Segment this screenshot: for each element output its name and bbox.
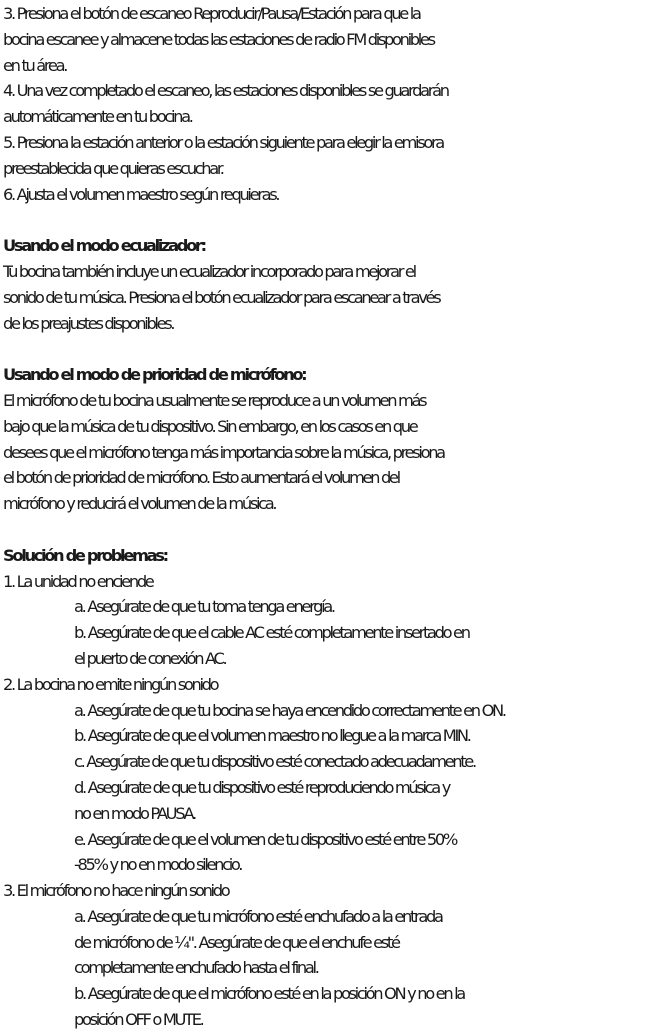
text-line: preestablecida que quieras escuchar. <box>3 158 223 178</box>
problem-1 <box>3 569 649 672</box>
equalizer-section <box>3 233 649 336</box>
solution-line: a. Asegúrate de que tu micrófono esté enchufado a la entrada <box>74 906 442 926</box>
text-line: 5. Presiona la estación anterior o la estación siguiente para elegir la emisora <box>3 132 443 152</box>
solution-line: b. Asegúrate de que el cable AC esté completamente insertado en <box>74 623 469 643</box>
solution-line: no en modo PAUSA. <box>74 803 195 823</box>
spacer <box>3 336 649 362</box>
text-line: de los preajustes disponibles. <box>3 313 174 333</box>
solution-line: -85% y no en modo silencio. <box>74 855 242 875</box>
text-line: desees que el micrófono tenga más importancia sobre la música, presiona <box>3 442 444 462</box>
text-line: en tu área. <box>3 55 67 75</box>
text-line: El micrófono de tu bocina usualmente se reproduce a un volumen más <box>3 390 426 410</box>
section-heading: Usando el modo ecualizador: <box>3 236 205 256</box>
step-3 <box>3 1 649 78</box>
section-heading: Usando el modo de prioridad de micrófono: <box>3 365 306 385</box>
text-line: el botón de prioridad de micrófono. Esto aumentará el volumen del <box>3 468 399 488</box>
problem-title: 3. El micrófono no hace ningún sonido <box>3 881 229 901</box>
text-line: 4. Una vez completado el escaneo, las estaciones disponibles se guardarán <box>3 81 448 101</box>
solution-line: b. Asegúrate de que el micrófono esté en la posición ON y no en la <box>74 984 464 1004</box>
text-line: 6. Ajusta el volumen maestro según requieras. <box>3 184 279 204</box>
problem-2 <box>3 672 649 878</box>
step-6 <box>3 182 649 208</box>
solution-line: completamente enchufado hasta el final. <box>74 958 318 978</box>
text-line: bajo que la música de tu dispositivo. Sin embargo, en los casos en que <box>3 416 417 436</box>
spacer <box>3 207 649 233</box>
solution-line: e. Asegúrate de que el volumen de tu dispositivo esté entre 50% <box>74 829 456 849</box>
text-line: bocina escanee y almacene todas las estaciones de radio FM disponibles <box>3 29 434 49</box>
spacer <box>3 517 649 543</box>
text-line: sonido de tu música. Presiona el botón ecualizador para escanear a través <box>3 287 440 307</box>
problem-title: 1. La unidad no enciende <box>3 571 153 591</box>
solution-line: d. Asegúrate de que tu dispositivo esté reproduciendo música y <box>74 777 450 797</box>
steps-list <box>3 1 649 207</box>
solution-line: b. Asegúrate de que el volumen maestro no llegue a la marca MIN. <box>74 726 470 746</box>
text-line: micrófono y reducirá el volumen de la música. <box>3 494 276 514</box>
text-line: 3. Presiona el botón de escaneo Reproducir/Pausa/Estación para que la <box>3 4 420 23</box>
problem-title: 2. La bocina no emite ningún sonido <box>3 674 218 694</box>
solution-line: a. Asegúrate de que tu toma tenga energía. <box>74 597 334 617</box>
mic-priority-section <box>3 362 649 517</box>
solution-line: el puerto de conexión AC. <box>74 648 226 668</box>
solution-line: a. Asegúrate de que tu bocina se haya encendido correctamente en ON. <box>74 700 505 720</box>
section-heading: Solución de problemas: <box>3 545 167 565</box>
step-5 <box>3 130 649 182</box>
text-line: Tu bocina también incluye un ecualizador incorporado para mejorar el <box>3 261 415 281</box>
text-line: automáticamente en tu bocina. <box>3 107 192 127</box>
solution-line: c. Asegúrate de que tu dispositivo esté conectado adecuadamente. <box>74 752 475 772</box>
step-4 <box>3 78 649 130</box>
solution-line: de micrófono de ¼". Asegúrate de que el enchufe esté <box>74 932 399 952</box>
problem-3 <box>3 878 649 1033</box>
solution-line: posición OFF o MUTE. <box>74 1010 203 1030</box>
troubleshooting-section <box>3 543 649 1033</box>
